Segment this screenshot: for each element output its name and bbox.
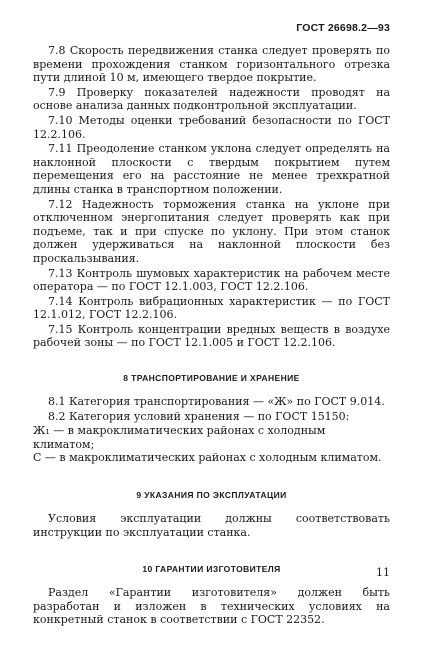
paragraph-7-15: 7.15 Контроль концентрации вредных веществ в воздухе рабочей зоны — по ГОСТ 12.1.005 и ГОСТ 12.2.106. bbox=[33, 322, 390, 350]
paragraph-8-2: 8.2 Категория условий хранения — по ГОСТ 15150: bbox=[48, 409, 350, 423]
paragraph-7-13: 7.13 Контроль шумовых характеристик на рабочем месте оператора — по ГОСТ 12.1.003, ГОСТ 12.2.106. bbox=[33, 266, 390, 294]
paragraph-7-11: 7.11 Преодоление станком уклона следует определять на наклонной плоскости с твердым покрытием путем перемещения его на расстояние не менее трехкратной длины станка в транспортном положении. bbox=[33, 142, 390, 196]
paragraph-7-12: 7.12 Надежность торможения станка на уклоне при отключенном энергопитания следует проверять как при подъеме, так и при спуске по уклону. При этом станок должен удерживаться на наклонной плоскости без проскальзывания. bbox=[33, 197, 390, 265]
paragraph-10: Раздел «Гарантии изготовителя» должен быть разработан и изложен в технических условиях на конкретный станок в соответствии с ГОСТ 22352. bbox=[33, 586, 390, 627]
paragraph-7-9: 7.9 Проверку показателей надежности проводят на основе анализа данных подконтрольной эксплуатации. bbox=[33, 85, 390, 113]
document-id-header: ГОСТ 26698.2—93 bbox=[296, 22, 390, 34]
paragraph-9: Условия эксплуатации должны соответствовать инструкции по эксплуатации станка. bbox=[33, 512, 390, 539]
section-10-heading: 10 ГАРАНТИИ ИЗГОТОВИТЕЛЯ bbox=[142, 564, 281, 575]
section-9-heading: 9 УКАЗАНИЯ ПО ЭКСПЛУАТАЦИИ bbox=[136, 490, 287, 501]
page-content bbox=[33, 44, 390, 628]
paragraph-7-8: 7.8 Скорость передвижения станка следует проверять по времени прохождения станком горизонтального отрезка пути длиной 10 м, имеющего твердое покрытие. bbox=[33, 44, 390, 85]
paragraph-7-14: 7.14 Контроль вибрационных характеристик — по ГОСТ 12.1.012, ГОСТ 12.2.106. bbox=[33, 294, 390, 322]
page-number: 11 bbox=[376, 566, 390, 579]
storage-condition-s: С — в макроклиматических районах с холодным климатом. bbox=[33, 451, 382, 465]
section-8-heading: 8 ТРАНСПОРТИРОВАНИЕ И ХРАНЕНИЕ bbox=[123, 373, 300, 384]
storage-condition-zh1: Ж₁ — в макроклиматических районах с холодным климатом; bbox=[33, 424, 326, 451]
paragraph-8-1: 8.1 Категория транспортирования — «Ж» по ГОСТ 9.014. bbox=[48, 395, 385, 409]
paragraph-7-10: 7.10 Методы оценки требований безопасности по ГОСТ 12.2.106. bbox=[33, 113, 390, 141]
